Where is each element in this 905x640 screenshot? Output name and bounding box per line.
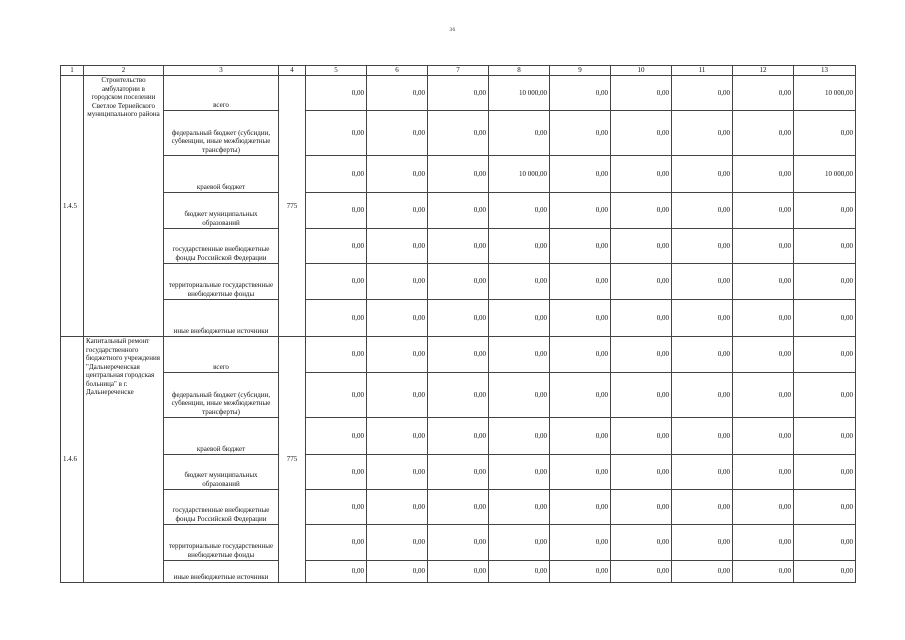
header-cell: 8: [489, 66, 550, 76]
value-cell: 0,00: [733, 490, 794, 525]
value-cell: 0,00: [672, 373, 733, 418]
value-cell: 0,00: [733, 300, 794, 337]
value-cell: 0,00: [489, 490, 550, 525]
value-cell: 10 000,00: [794, 76, 856, 111]
value-cell: 0,00: [306, 455, 367, 490]
value-cell: 0,00: [611, 300, 672, 337]
value-cell: 0,00: [367, 264, 428, 300]
value-cell: 0,00: [672, 156, 733, 193]
funding-source: федеральный бюджет (субсидии, субвенции, иные межбюджетные трансферты): [164, 373, 279, 418]
value-cell: 0,00: [794, 264, 856, 300]
value-cell: 0,00: [550, 455, 611, 490]
value-cell: 0,00: [794, 418, 856, 455]
value-cell: 0,00: [611, 337, 672, 373]
value-cell: 0,00: [367, 337, 428, 373]
header-cell: 9: [550, 66, 611, 76]
value-cell: 0,00: [550, 229, 611, 264]
value-cell: 0,00: [306, 76, 367, 111]
value-cell: 0,00: [733, 525, 794, 561]
funding-source: государственные внебюджетные фонды Российской Федерации: [164, 229, 279, 264]
value-cell: 0,00: [611, 525, 672, 561]
value-cell: 0,00: [611, 229, 672, 264]
value-cell: 0,00: [550, 337, 611, 373]
funding-source: иные внебюджетные источники: [164, 561, 279, 583]
value-cell: 0,00: [550, 525, 611, 561]
value-cell: 0,00: [794, 561, 856, 583]
value-cell: 0,00: [550, 111, 611, 156]
value-cell: 0,00: [794, 193, 856, 229]
value-cell: 0,00: [306, 337, 367, 373]
value-cell: 0,00: [550, 373, 611, 418]
value-cell: 0,00: [794, 525, 856, 561]
value-cell: 0,00: [428, 229, 489, 264]
value-cell: 0,00: [733, 76, 794, 111]
value-cell: 0,00: [428, 561, 489, 583]
value-cell: 0,00: [367, 373, 428, 418]
value-cell: 0,00: [794, 111, 856, 156]
value-cell: 0,00: [672, 300, 733, 337]
value-cell: 0,00: [672, 455, 733, 490]
value-cell: 0,00: [306, 490, 367, 525]
table-row: [61, 373, 856, 418]
value-cell: 0,00: [428, 455, 489, 490]
value-cell: 0,00: [672, 490, 733, 525]
grbs-code: 775: [279, 76, 306, 337]
value-cell: 0,00: [672, 525, 733, 561]
value-cell: 0,00: [733, 561, 794, 583]
header-cell: 13: [794, 66, 856, 76]
value-cell: 0,00: [489, 373, 550, 418]
value-cell: 0,00: [611, 193, 672, 229]
value-cell: 0,00: [489, 193, 550, 229]
value-cell: 0,00: [489, 561, 550, 583]
header-cell: 1: [61, 66, 84, 76]
value-cell: 0,00: [611, 264, 672, 300]
header-cell: 2: [84, 66, 164, 76]
funding-source: бюджет муниципальных образований: [164, 193, 279, 229]
value-cell: 0,00: [550, 490, 611, 525]
value-cell: 0,00: [611, 418, 672, 455]
value-cell: 0,00: [550, 418, 611, 455]
value-cell: 0,00: [794, 455, 856, 490]
value-cell: 0,00: [794, 373, 856, 418]
table-row: [61, 561, 856, 583]
value-cell: 0,00: [306, 193, 367, 229]
value-cell: 0,00: [367, 193, 428, 229]
header-cell: 5: [306, 66, 367, 76]
value-cell: 0,00: [611, 373, 672, 418]
value-cell: 0,00: [428, 525, 489, 561]
value-cell: 0,00: [733, 418, 794, 455]
value-cell: 0,00: [367, 525, 428, 561]
table-row: [61, 264, 856, 300]
funding-source: федеральный бюджет (субсидии, субвенции, иные межбюджетные трансферты): [164, 111, 279, 156]
page-number: 36: [449, 28, 456, 33]
value-cell: 0,00: [611, 490, 672, 525]
value-cell: 0,00: [550, 76, 611, 111]
funding-source: бюджет муниципальных образований: [164, 455, 279, 490]
value-cell: 0,00: [672, 337, 733, 373]
table-row: [61, 455, 856, 490]
value-cell: 0,00: [428, 337, 489, 373]
value-cell: 0,00: [733, 111, 794, 156]
value-cell: 0,00: [489, 229, 550, 264]
header-cell: 10: [611, 66, 672, 76]
value-cell: 0,00: [367, 418, 428, 455]
value-cell: 10 000,00: [489, 76, 550, 111]
value-cell: 0,00: [489, 300, 550, 337]
table-row: [61, 193, 856, 229]
value-cell: 0,00: [428, 76, 489, 111]
value-cell: 0,00: [367, 76, 428, 111]
value-cell: 0,00: [367, 455, 428, 490]
event-code: 1.4.5: [61, 76, 84, 337]
value-cell: 0,00: [550, 264, 611, 300]
table-row: [61, 76, 856, 111]
value-cell: 0,00: [428, 111, 489, 156]
table-row: [61, 156, 856, 193]
value-cell: 0,00: [489, 337, 550, 373]
value-cell: 0,00: [611, 561, 672, 583]
value-cell: 0,00: [367, 561, 428, 583]
value-cell: 0,00: [733, 229, 794, 264]
value-cell: 0,00: [428, 156, 489, 193]
value-cell: 0,00: [733, 337, 794, 373]
value-cell: 0,00: [794, 337, 856, 373]
value-cell: 0,00: [550, 300, 611, 337]
value-cell: 0,00: [428, 264, 489, 300]
value-cell: 0,00: [611, 156, 672, 193]
value-cell: 0,00: [428, 300, 489, 337]
value-cell: 0,00: [306, 373, 367, 418]
value-cell: 0,00: [367, 156, 428, 193]
value-cell: 0,00: [428, 193, 489, 229]
event-code: 1.4.6: [61, 337, 84, 583]
value-cell: 0,00: [367, 300, 428, 337]
table-row: [61, 337, 856, 373]
value-cell: 0,00: [794, 300, 856, 337]
funding-source: всего: [164, 337, 279, 373]
header-cell: 12: [733, 66, 794, 76]
value-cell: 0,00: [794, 490, 856, 525]
funding-source: всего: [164, 76, 279, 111]
header-row: [61, 66, 856, 76]
funding-source: территориальные государственные внебюджетные фонды: [164, 525, 279, 561]
grbs-code: 775: [279, 337, 306, 583]
event-name: Капитальный ремонт государственного бюджетного учреждения "Дальнереченская центральная городская больница" в г. Дальнереченске: [84, 337, 164, 583]
funding-source: иные внебюджетные источники: [164, 300, 279, 337]
table-row: [61, 229, 856, 264]
funding-source: государственные внебюджетные фонды Российской Федерации: [164, 490, 279, 525]
value-cell: 0,00: [733, 193, 794, 229]
value-cell: 0,00: [306, 561, 367, 583]
value-cell: 0,00: [428, 373, 489, 418]
value-cell: 0,00: [306, 156, 367, 193]
value-cell: 0,00: [489, 111, 550, 156]
header-cell: 7: [428, 66, 489, 76]
value-cell: 0,00: [550, 156, 611, 193]
value-cell: 0,00: [550, 193, 611, 229]
value-cell: 0,00: [733, 455, 794, 490]
value-cell: 0,00: [733, 373, 794, 418]
value-cell: 0,00: [428, 418, 489, 455]
value-cell: 0,00: [611, 76, 672, 111]
value-cell: 0,00: [672, 111, 733, 156]
value-cell: 0,00: [306, 229, 367, 264]
table-row: [61, 300, 856, 337]
table-row: [61, 490, 856, 525]
value-cell: 0,00: [367, 111, 428, 156]
value-cell: 0,00: [672, 418, 733, 455]
value-cell: 0,00: [672, 193, 733, 229]
value-cell: 0,00: [489, 418, 550, 455]
value-cell: 0,00: [611, 111, 672, 156]
value-cell: 0,00: [489, 455, 550, 490]
table-row: [61, 418, 856, 455]
event-name: Строительство амбулатории в городском поселении Светлое Тернейского муниципального района: [84, 76, 164, 337]
value-cell: 0,00: [367, 490, 428, 525]
value-cell: 0,00: [306, 525, 367, 561]
value-cell: 0,00: [672, 76, 733, 111]
value-cell: 0,00: [367, 229, 428, 264]
value-cell: 10 000,00: [794, 156, 856, 193]
value-cell: 0,00: [672, 561, 733, 583]
budget-table: [60, 65, 856, 583]
table-row: [61, 525, 856, 561]
value-cell: 0,00: [733, 264, 794, 300]
funding-source: краевой бюджет: [164, 156, 279, 193]
value-cell: 0,00: [489, 525, 550, 561]
value-cell: 10 000,00: [489, 156, 550, 193]
value-cell: 0,00: [794, 229, 856, 264]
value-cell: 0,00: [550, 561, 611, 583]
funding-source: территориальные государственные внебюджетные фонды: [164, 264, 279, 300]
header-cell: 11: [672, 66, 733, 76]
value-cell: 0,00: [306, 300, 367, 337]
value-cell: 0,00: [306, 111, 367, 156]
value-cell: 0,00: [672, 229, 733, 264]
value-cell: 0,00: [611, 455, 672, 490]
value-cell: 0,00: [733, 156, 794, 193]
value-cell: 0,00: [306, 418, 367, 455]
funding-source: краевой бюджет: [164, 418, 279, 455]
header-cell: 6: [367, 66, 428, 76]
value-cell: 0,00: [672, 264, 733, 300]
header-cell: 4: [279, 66, 306, 76]
table-row: [61, 111, 856, 156]
header-cell: 3: [164, 66, 279, 76]
value-cell: 0,00: [489, 264, 550, 300]
value-cell: 0,00: [306, 264, 367, 300]
value-cell: 0,00: [428, 490, 489, 525]
